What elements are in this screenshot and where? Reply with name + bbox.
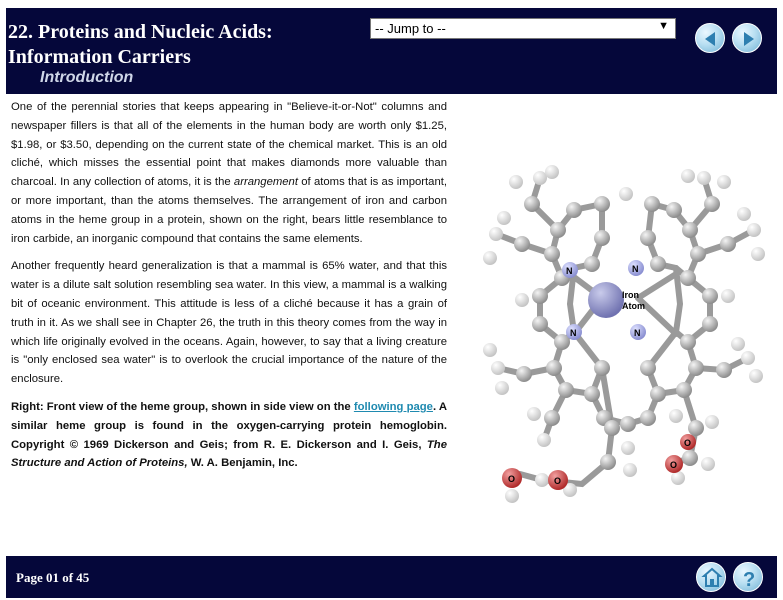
nitrogen-label: N: [634, 328, 641, 338]
next-page-button[interactable]: [732, 23, 762, 53]
molecule-bonds: [496, 178, 754, 484]
figure-caption: Right: Front view of the heme group, shown in side view on the following page. A similar heme group is found in the oxygen-carrying protein hemoglobin. Copyright © 1969 Dickerson and Geis; from R. E. Dickerson and I. Geis, The Structure and Action of Proteins, W. A. Benjamin, Inc.: [11, 400, 447, 470]
jump-to-value: -- Jump to --: [375, 21, 446, 36]
home-button[interactable]: [696, 562, 726, 592]
question-mark-icon: [734, 563, 764, 593]
nitrogen-label: N: [570, 328, 577, 338]
page-indicator: Page 01 of 45: [16, 570, 90, 585]
oxygen-label: O: [554, 476, 562, 486]
following-page-link[interactable]: following page: [353, 400, 433, 413]
hydrogen-atoms: [483, 165, 765, 503]
nitrogen-label: N: [632, 264, 639, 274]
paragraph-2: Another frequently heard generalization is that a mammal is 65% water, and that this water is a dilute salt solution resembling sea water. In this view, a mammal is a walking bit of oceanic environment. This attitude is less of a cliché because it has a grain of truth in it. As we shall see in Chapter 26, the truth in this theory comes from the way in which life originally evolved in the oceans. Again, however, to say that a living creature is "only enclosed sea water" is to overlook the crucial importance of the nature of the enclosure.: [11, 260, 447, 386]
header-bar: [6, 8, 777, 94]
previous-page-button[interactable]: [695, 23, 725, 53]
oxygen-label: O: [684, 438, 692, 448]
home-icon: [697, 563, 727, 593]
oxygen-atoms: [502, 434, 696, 490]
main-text: [11, 98, 447, 482]
nitrogen-label: N: [566, 266, 573, 276]
page-title: 22. Proteins and Nucleic Acids: Information Carriers: [8, 21, 273, 68]
iron-label-line2: Atom: [622, 301, 645, 311]
iron-label-line1: Iron: [622, 290, 639, 300]
section-subtitle: Introduction: [40, 69, 134, 86]
footer-bar: [6, 556, 777, 598]
jump-to-select[interactable]: [370, 18, 676, 39]
arrow-left-icon: [696, 24, 726, 54]
dropdown-arrow-icon: ▼: [658, 20, 669, 32]
oxygen-label: O: [508, 474, 516, 484]
heme-molecule-image: [462, 118, 776, 518]
svg-text:?: ?: [743, 569, 756, 591]
help-button[interactable]: [733, 562, 763, 592]
oxygen-label: O: [670, 460, 678, 470]
paragraph-1: One of the perennial stories that keeps appearing in "Believe-it-or-Not" columns and newspaper fillers is that all of the elements in the human body are worth only $1.25, $1.98, or $3.50, depending on the current state of the chemical market. This is an old cliché, which misses the essential point that makes diamonds more valuable than charcoal. In any collection of atoms, it is the arrangement of atoms that is as important, or more important, than the atoms themselves. The arrangement of iron and carbon atoms in the heme group in a protein, shown on the right, bears little resemblance to iron carbide, an inorganic compound that contains the same elements.: [11, 101, 447, 245]
arrow-right-icon: [733, 24, 763, 54]
